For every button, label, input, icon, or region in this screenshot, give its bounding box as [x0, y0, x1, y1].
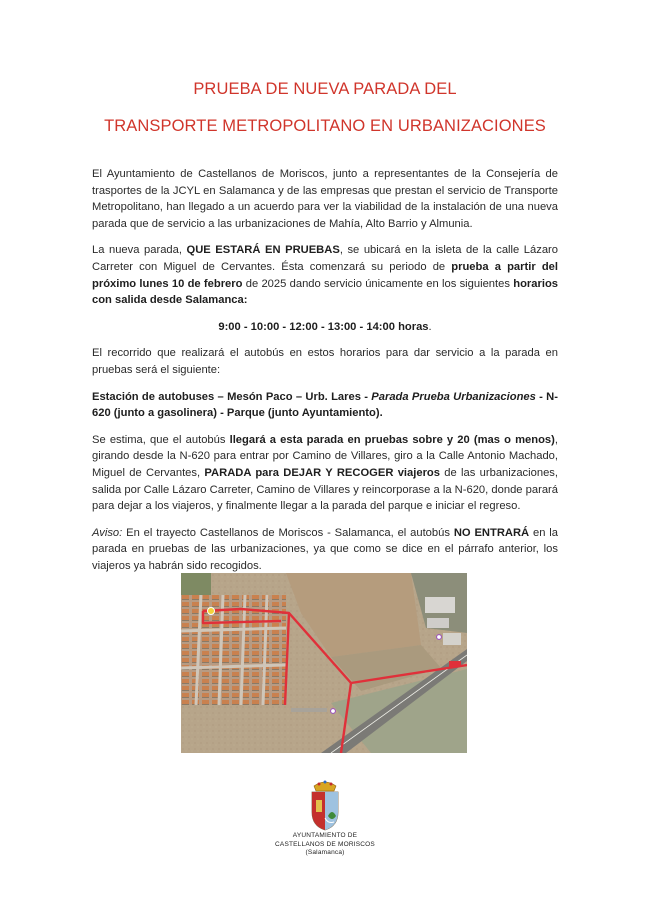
notice-paragraph: Aviso: En el trayecto Castellanos de Moriscos - Salamanca, el autobús NO ENTRARÁ en la parada en pruebas de las urbanizaciones, ya que como se dice en el párrafo anterior, los viajeros ya habrán sido recogidos.	[92, 526, 558, 572]
route-paragraph: Estación de autobuses – Mesón Paco – Urb. Lares - Parada Prueba Urbanizaciones - N-620 (junto a gasolinera) - Parque (junto Ayuntamiento).	[92, 390, 558, 420]
estimate-paragraph: Se estima, que el autobús llegará a esta parada en pruebas sobre y 20 (mas o menos), girando desde la N-620 para entrar por Camino de Villares, giro a la Calle Antonio Machado, Miguel de Cervantes, PARADA para DEJAR Y RECOGER viajeros de las urbanizaciones, salida por Calle Lázaro Carreter, Camino de Villares y reincorporase a la N-620, donde parará para dejar a los viajeros, y finalmente llegar a la parada del parque e iniciar el regreso.	[92, 433, 559, 513]
map-label-placeholder	[291, 708, 327, 712]
footer-line-1: AYUNTAMIENTO DE	[292, 832, 358, 839]
new-stop-paragraph: La nueva parada, QUE ESTARÁ EN PRUEBAS, se ubicará en la isleta de la calle Lázaro Carreter con Miguel de Cervantes. Ésta comenzará su periodo de prueba a partir del próximo lunes 10 de febrero de 2025 dando servicio únicamente en los siguientes horarios con salida desde Salamanca:	[92, 244, 558, 307]
green-area	[181, 573, 211, 595]
route-intro-paragraph: El recorrido que realizará el autobús en estos horarios para dar servicio a la parada en pruebas será el siguiente:	[92, 347, 558, 376]
building	[425, 597, 455, 613]
map-pin	[331, 709, 336, 714]
footer-line-3: (Salamanca)	[305, 849, 345, 856]
municipal-crest-icon	[308, 778, 342, 832]
building	[427, 618, 449, 628]
satellite-map	[181, 573, 467, 753]
building	[443, 633, 461, 645]
schedule-line: 9:00 - 10:00 - 12:00 - 13:00 - 14:00 horas.	[218, 320, 432, 333]
route-end-marker	[449, 661, 461, 667]
intro-paragraph: El Ayuntamiento de Castellanos de Moriscos, junto a representantes de la Consejería de trasportes de la JCYL en Salamanca y de las empresas que prestan el servicio de Transporte Metropolitano, han llegado a un acuerdo para ver la viabilidad de la instalación de una nueva parada que de servicio a las urbanizaciones de Mahía, Alto Barrio y Almunia.	[92, 168, 558, 230]
title-line-1: PRUEBA DE NUEVA PARADA DEL	[193, 80, 457, 98]
document-body	[92, 166, 558, 584]
route-map-image	[181, 573, 467, 753]
map-pin	[437, 635, 442, 640]
footer-line-2: CASTELLANOS DE MORISCOS	[275, 840, 375, 848]
title-line-2: TRANSPORTE METROPOLITANO EN URBANIZACIONES	[104, 117, 546, 135]
trial-stop-marker	[208, 608, 215, 615]
footer	[0, 778, 650, 858]
